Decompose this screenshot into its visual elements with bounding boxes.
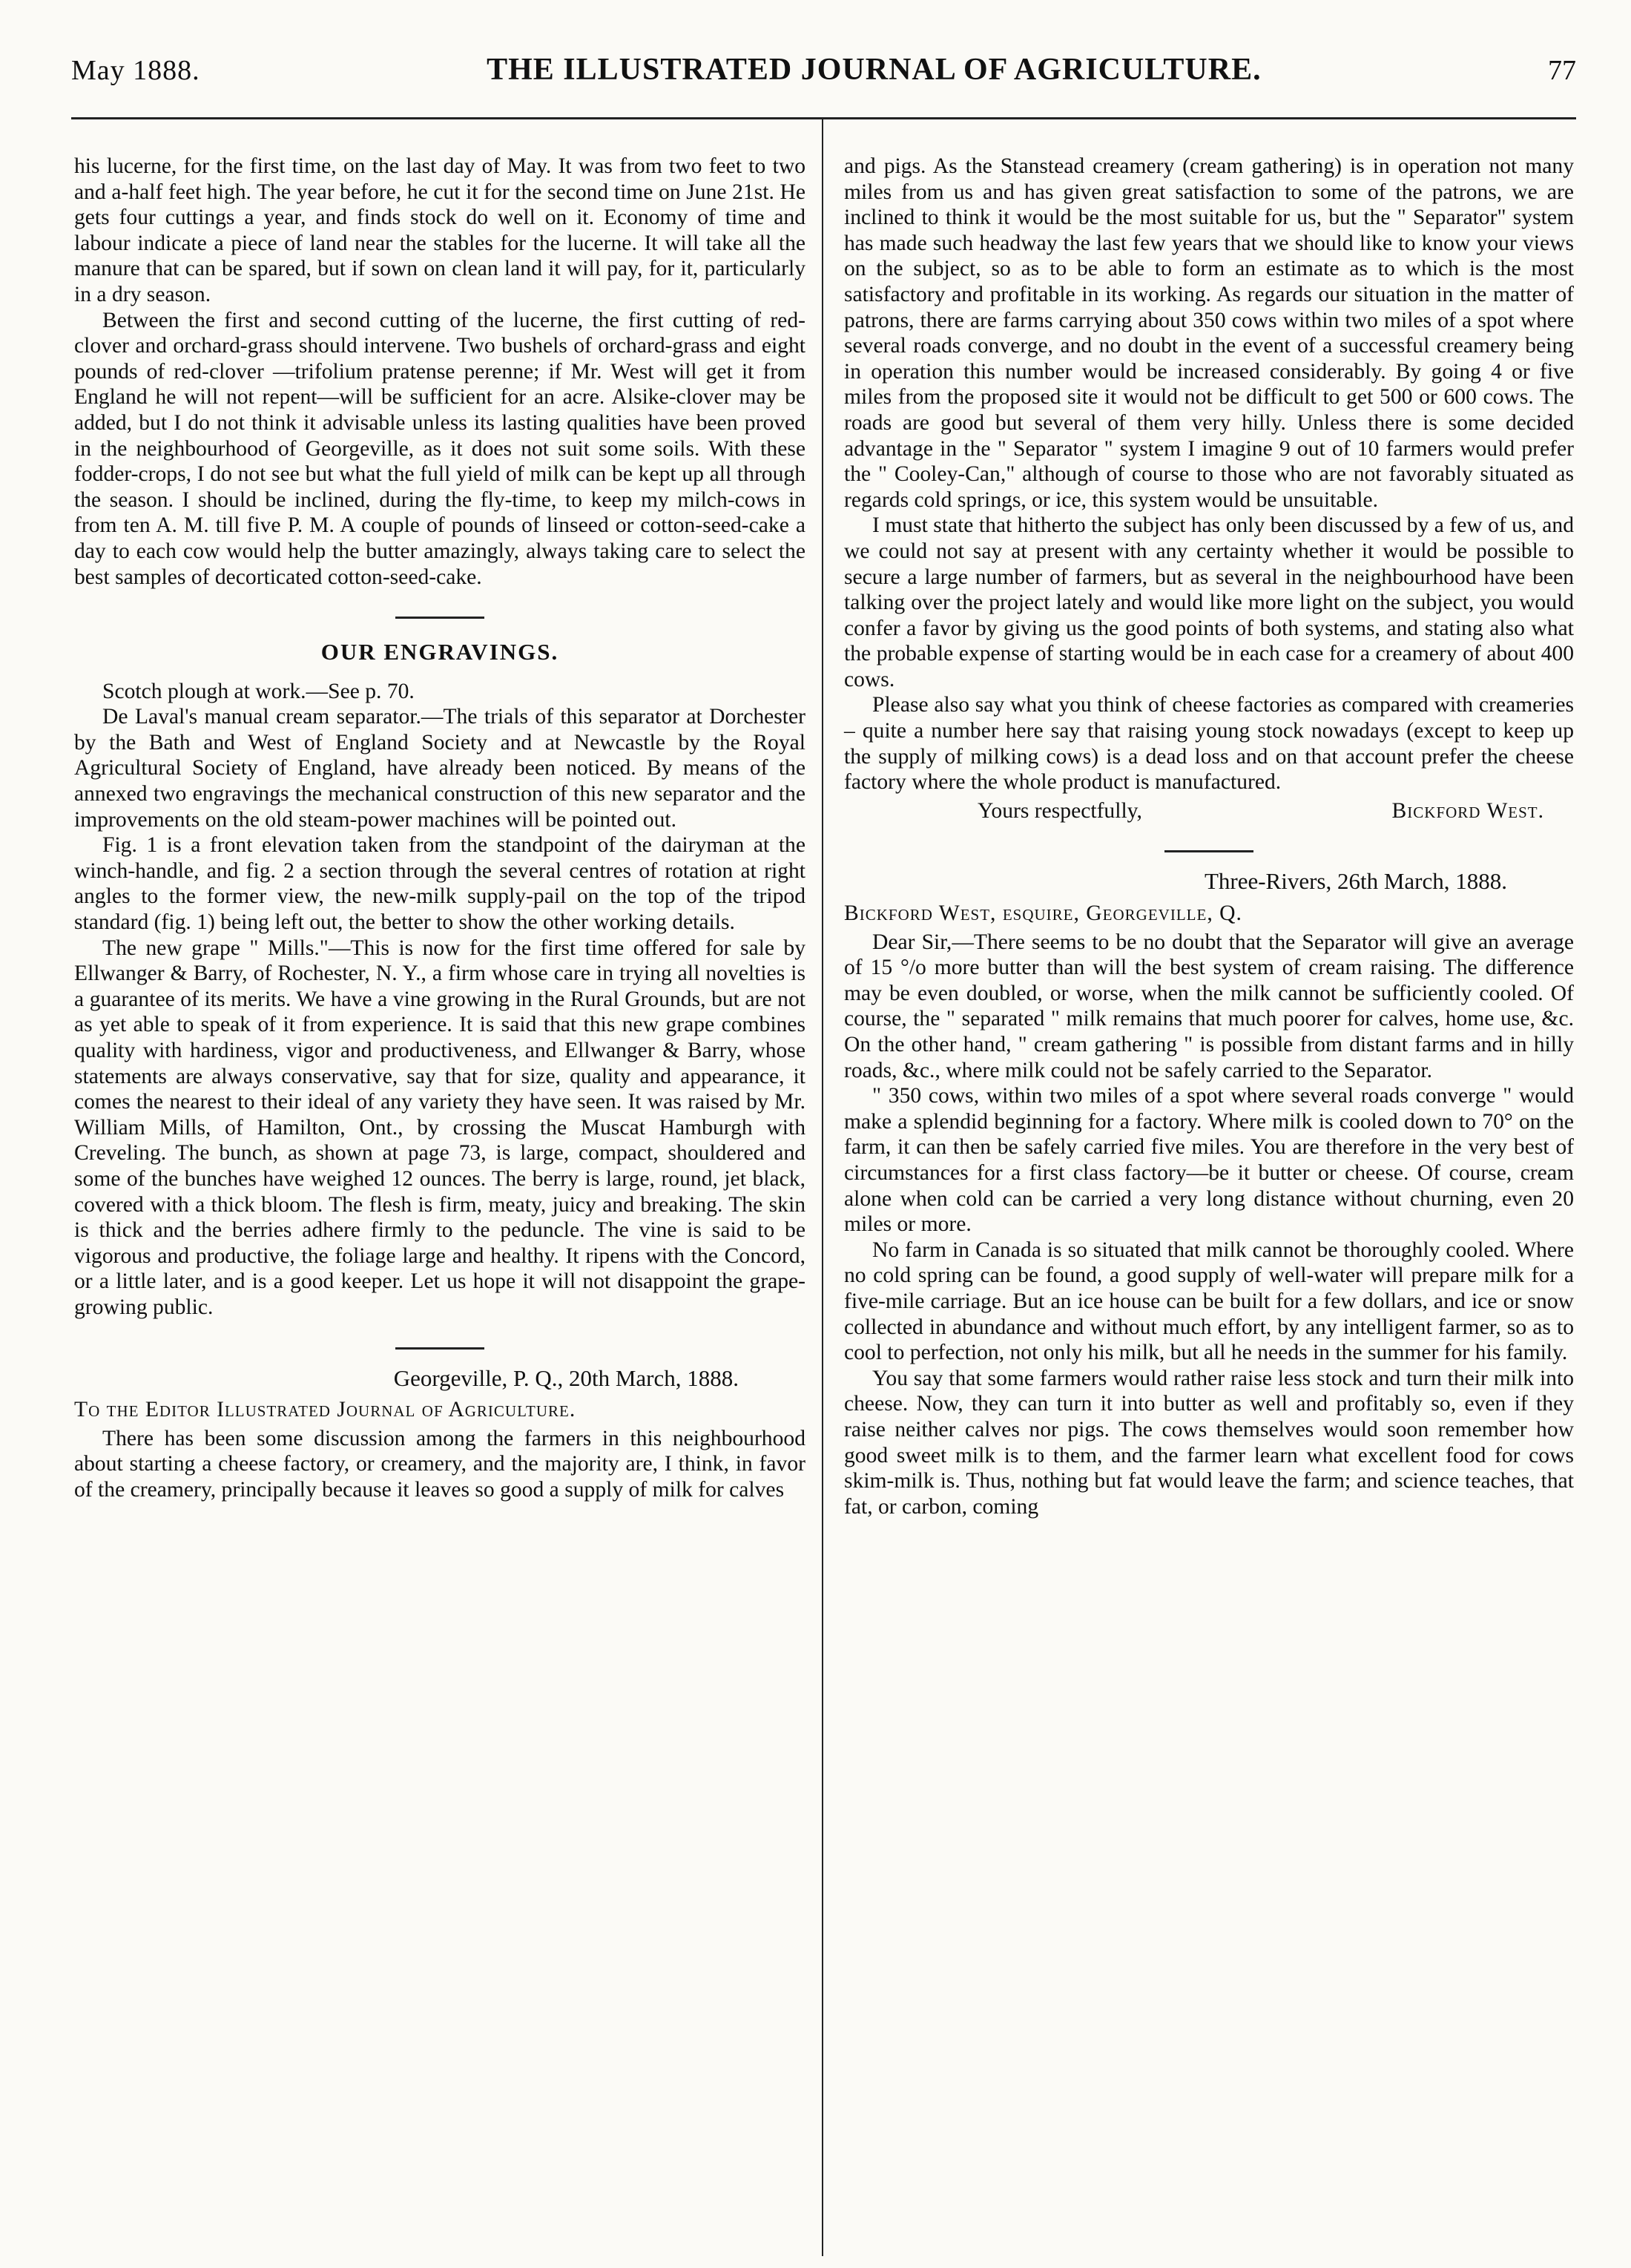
letter-dateline: Georgeville, P. Q., 20th March, 1888. [393,1364,739,1391]
text-columns [71,119,1576,2256]
reply-address: Bickford West, esquire, Georgeville, Q. [844,901,1242,926]
signoff-salutation: Yours respectfully, [978,798,1142,823]
left-column [71,119,816,2256]
letter-paragraph: There has been some discussion among the farmers in this neighbourhood about starting a cheese factory, or creamery, and the majority are, I think, in favor of the creamery, principally because it leaves so good a supply of milk for calves [74,1426,805,1502]
engravings-heading: OUR ENGRAVINGS. [320,639,559,665]
column-rule [822,119,823,2256]
engraving-cream-separator: De Laval's manual cream separator.—The trials of this separator at Dorchester by the Bath and West of England Society and at Newcastle by the Royal Agricultural Society of England, have already been noticed. By means of the annexed two engravings the mechanical construction of this new separator and the improvements on the old steam-power machines will be pointed out. [74,705,805,832]
engraving-scotch-plough: Scotch plough at work.—See p. 70. [102,679,415,703]
reply-paragraph-4: You say that some farmers would rather raise less stock and turn their milk into cheese. Now, they can turn it into butter as well and profitably so, even if they raise neither calves nor pigs. The cows themselves would soon remember how good sweet milk is to them, and the farmer learn what excellent food for cows skim-milk is. Thus, nothing but fat would leave the farm; and science teaches, that fat, or carbon, coming [844,1366,1574,1519]
page-number: 77 [1548,55,1576,86]
clover-paragraph: Between the first and second cutting of the lucerne, the first cutting of red-clover and orchard-grass should intervene. Two bushels of orchard-grass and eight pounds of red-clover —trifolium pratense perenne; if Mr. West will get it from England he will not repent—will be sufficient for an acre. Alsike-clover may be added, but I do not think it advisable unless its lasting qualities have been proved in the neighbourhood of Georgeville, as it does not suit some soils. With these fodder-crops, I do not see but what the full yield of milk can be kept up all through the season. I should be inclined, during the fly-time, to keep my milch-cows in from ten A. M. till five P. M. A couple of pounds of linseed or cotton-seed-cake a day to each cow would help the butter amazingly, always taking care to select the best samples of decorticated cotton-seed-cake. [74,308,805,589]
reply-dateline: Three-Rivers, 26th March, 1888. [1204,868,1507,895]
section-separator [395,1347,484,1350]
letter-paragraph-3: Please also say what you think of cheese factories as compared with creameries – quite a number here say that raising young stock nowadays (except to keep up the supply of milking cows) is a dead loss and on that account prefer the cheese factory where the whole product is manufactured. [844,693,1574,795]
reply-paragraph-1: Dear Sir,—There seems to be no doubt that the Separator will give an average of 15 °/o more butter than will the best system of cream raising. The difference may be even doubled, or worse, when the milk cannot be sufficiently cooled. Of course, the " separated " milk remains that much poorer for calves, home use, &c. On the other hand, " cream gathering " is possible from distant farms and in hilly roads, &c., where milk could not be safely carried to the Separator. [844,930,1574,1082]
letter-address: To the Editor Illustrated Journal of Agriculture. [74,1398,576,1422]
letter-continuation: and pigs. As the Stanstead creamery (cream gathering) is in operation not many miles from us and has given great satisfaction to some of the patrons, we are inclined to think it would be the most suitable for us, but the " Separator" system has made such headway the last few years that we should like to know your views on the subject, so as to be able to form an estimate as to which is the most satisfactory and profitable in its working. As regards our situation in the matter of patrons, there are farms carrying about 350 cows within two miles of a spot where several roads converge, and no doubt in the event of a successful creamery being in operation this number would be increased considerably. By going 4 or five miles from the proposed site it would not be difficult to get 500 or 600 cows. The roads are good but several of them very hilly. Unless there is some decided advantage in the " Separator " system I imagine 9 out of 10 farmers would prefer the " Cooley-Can," although of course to those who are not favorably situated as regards cold springs, or ice, this system would be unsuitable. [844,154,1574,512]
engraving-fig-description: Fig. 1 is a front elevation taken from the standpoint of the dairyman at the winch-handle, and fig. 2 a section through the several centres of rotation at right angles to the former view, the new-milk supply-pail on the top of the tripod standard (fig. 1) being left out, the better to show the other working details. [74,833,805,935]
reply-paragraph-3: No farm in Canada is so situated that milk cannot be thoroughly cooled. Where no cold spring can be found, a good supply of well-water will prepare milk for a five-mile carriage. But an ice house can be built for a few dollars, and ice or snow collected in abundance and without much effort, by any intelligent farmer, so as to cool to perfection, not only his milk, but all he needs in the summer for his family. [844,1237,1574,1365]
journal-title: THE ILLUSTRATED JOURNAL OF AGRICULTURE. [487,53,1262,87]
section-separator [395,617,484,619]
signoff-name: Bickford West. [1391,798,1544,823]
header-date: May 1888. [71,55,200,86]
right-column [829,119,1574,2256]
letter-signoff [844,798,1574,824]
letter-paragraph-2: I must state that hitherto the subject has only been discussed by a few of us, and we could not say at present with any certainty whether it would be possible to secure a large number of farmers, but as several in the neighbourhood have been talking over the project lately and would like more light on the subject, you would confer a favor by giving us the good points of both systems, and stating also what the probable expense of starting would be in each case for a creamery of about 400 cows. [844,513,1574,691]
reply-paragraph-2: " 350 cows, within two miles of a spot where several roads converge " would make a splendid beginning for a factory. Where milk is cooled down to 70° on the farm, it can then be safely carried five miles. You are therefore in the very best of circumstances for a first class factory—be it butter or cheese. Of course, cream alone when cold can be carried a very long distance without churning, even 20 miles or more. [844,1084,1574,1237]
section-separator [1164,850,1253,852]
page-header [71,52,1576,104]
lucerne-paragraph: his lucerne, for the first time, on the last day of May. It was from two feet to two and a-half feet high. The year before, he cut it for the second time on June 21st. He gets four cuttings a year, and finds stock do well on it. Economy of time and labour indicate a piece of land near the stables for the lucerne. It will take all the manure that can be spared, but if sown on clean land it will pay, for it, particularly in a dry season. [74,154,805,306]
engraving-mills-grape: The new grape " Mills."—This is now for the first time offered for sale by Ellwanger & Barry, of Rochester, N. Y., a firm whose care in trying all novelties is a guarantee of its merits. We have a vine growing in the Rural Grounds, but are not as yet able to speak of it from experience. It is said that this new grape combines quality with hardiness, vigor and productiveness, and Ellwanger & Barry, whose statements are always conservative, say that for size, quality and appearance, it comes the nearest to their ideal of any variety they have seen. It was raised by Mr. William Mills, of Hamilton, Ont., by crossing the Muscat Hamburgh with Creveling. The bunch, as shown at page 73, is large, compact, shouldered and some of the bunches have weighed 12 ounces. The berry is large, round, jet black, covered with a thick bloom. The flesh is firm, meaty, juicy and breaking. The skin is thick and the berries adhere firmly to the peduncle. The vine is said to be vigorous and productive, the foliage large and healthy. It ripens with the Concord, or a little later, and is a good keeper. Let us hope it will not disappoint the grape-growing public. [74,936,805,1319]
